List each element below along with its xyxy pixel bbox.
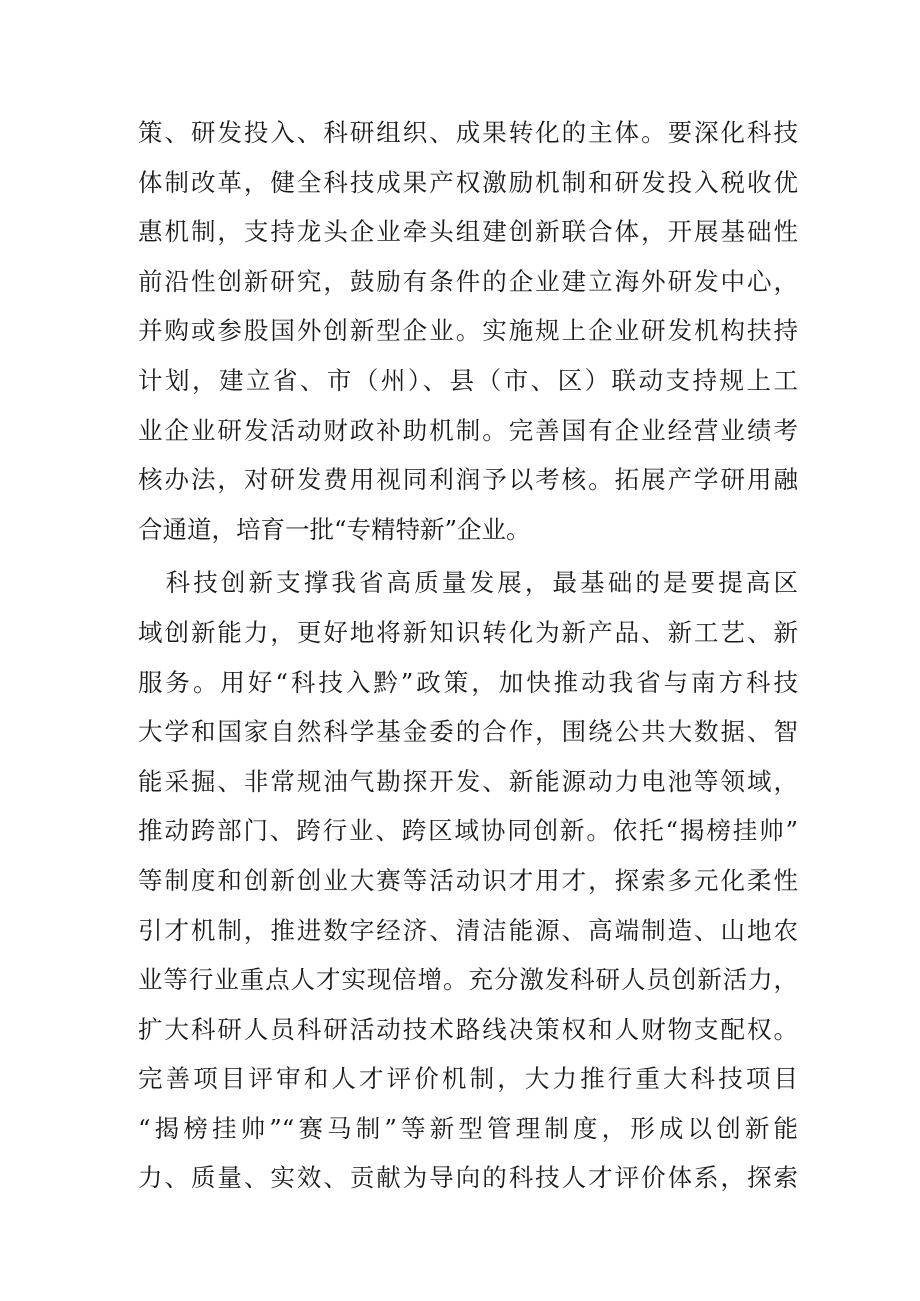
text-line: 等制度和创新创业大赛等活动识才用才，探索多元化柔性 — [138, 865, 798, 895]
text-line: 域创新能力，更好地将新知识转化为新产品、新工艺、新 — [138, 617, 798, 647]
paragraph-2 — [138, 558, 798, 1203]
text-line: 计划，建立省、市（州）、县（市、区）联动支持规上工 — [138, 365, 798, 395]
text-line: 引才机制，推进数字经济、清洁能源、高端制造、山地农 — [138, 915, 798, 945]
text-line: 策、研发投入、科研组织、成果转化的主体。要深化科技 — [138, 118, 798, 147]
text-line: 扩大科研人员科研活动技术路线决策权和人财物支配权。 — [138, 1014, 798, 1044]
text-line: 合通道，培育一批“专精特新”企业。 — [138, 514, 531, 544]
text-line: 前沿性创新研究，鼓励有条件的企业建立海外研发中心， — [138, 266, 798, 296]
text-line: 惠机制，支持龙头企业牵头组建创新联合体，开展基础性 — [138, 217, 798, 247]
text-line: 科技创新支撑我省高质量发展，最基础的是要提高区 — [138, 568, 798, 598]
text-line: 推动跨部门、跨行业、跨区域协同创新。依托“揭榜挂帅” — [138, 816, 798, 846]
text-line: 并购或参股国外创新型企业。实施规上企业研发机构扶持 — [138, 316, 798, 346]
text-line: 大学和国家自然科学基金委的合作，围绕公共大数据、智 — [138, 717, 798, 747]
text-line: 力、质量、实效、贡献为导向的科技人才评价体系，探索 — [138, 1163, 798, 1193]
paragraph-1 — [138, 108, 798, 554]
document-page — [138, 108, 798, 1203]
text-line: 服务。用好“科技入黔”政策，加快推动我省与南方科技 — [138, 667, 798, 697]
text-line: “揭榜挂帅”“赛马制”等新型管理制度，形成以创新能 — [138, 1113, 798, 1143]
text-line: 核办法，对研发费用视同利润予以考核。拓展产学研用融 — [138, 465, 798, 495]
text-line: 完善项目评审和人才评价机制，大力推行重大科技项目 — [138, 1064, 798, 1094]
text-line: 业等行业重点人才实现倍增。充分激发科研人员创新活力， — [138, 965, 798, 995]
text-line: 体制改革，健全科技成果产权激励机制和研发投入税收优 — [138, 167, 798, 197]
text-line: 业企业研发活动财政补助机制。完善国有企业经营业绩考 — [138, 415, 798, 445]
text-line: 能采掘、非常规油气勘探开发、新能源动力电池等领域， — [138, 766, 798, 796]
